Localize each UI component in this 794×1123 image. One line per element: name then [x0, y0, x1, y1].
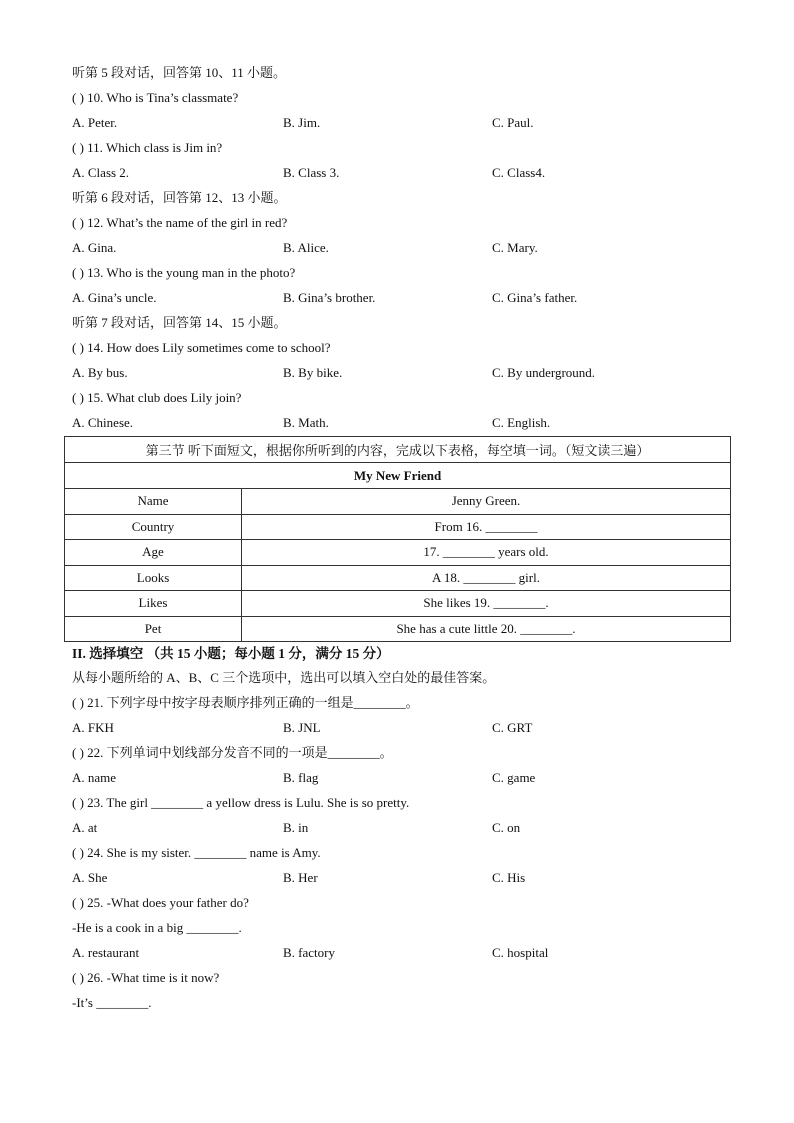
table-instruction: 第三节 听下面短文，根据你所听到的内容，完成以下表格，每空填一词。（短文读三遍）: [65, 437, 731, 463]
dialogue-6-instruction: 听第 6 段对话，回答第 12、13 小题。: [72, 190, 287, 205]
option-a: A. FKH: [72, 720, 114, 735]
question-26-response: -It’s ________.: [72, 995, 152, 1010]
option-c: C. By underground.: [492, 365, 596, 380]
table-row: [65, 489, 731, 515]
option-b: B. factory: [283, 945, 335, 960]
option-c: C. Paul.: [492, 115, 534, 130]
option-c: C. GRT: [492, 720, 533, 735]
option-c: C. English.: [492, 415, 551, 430]
option-c: C. His: [492, 870, 526, 885]
options-23: [72, 818, 732, 838]
option-c: C. game: [492, 770, 536, 785]
question-25-response: -He is a cook in a big ________.: [72, 920, 242, 935]
row-value: 17. ________ years old.: [242, 540, 731, 566]
table-row: [65, 616, 731, 642]
option-b: B. flag: [283, 770, 319, 785]
row-value: From 16. ________: [242, 514, 731, 540]
row-key: Pet: [65, 616, 242, 642]
options-22: [72, 768, 732, 788]
option-a: A. Gina.: [72, 240, 117, 255]
row-value: A 18. ________ girl.: [242, 565, 731, 591]
option-a: A. Gina’s uncle.: [72, 290, 157, 305]
option-b: B. Jim.: [283, 115, 321, 130]
option-b: B. Her: [283, 870, 318, 885]
table-row: [65, 540, 731, 566]
question-14: ( ) 14. How does Lily sometimes come to school?: [72, 340, 331, 355]
options-15: [72, 413, 732, 433]
table-instruction-row: [65, 437, 731, 463]
option-a: A. By bus.: [72, 365, 128, 380]
row-value: Jenny Green.: [242, 489, 731, 515]
option-c: C. Gina’s father.: [492, 290, 578, 305]
option-a: A. restaurant: [72, 945, 140, 960]
question-10: ( ) 10. Who is Tina’s classmate?: [72, 90, 239, 105]
options-12: [72, 238, 732, 258]
option-b: B. Math.: [283, 415, 329, 430]
question-24: ( ) 24. She is my sister. ________ name is Amy.: [72, 845, 321, 860]
option-a: A. Chinese.: [72, 415, 134, 430]
question-21: ( ) 21. 下列字母中按字母表顺序排列正确的一组是________。: [72, 695, 419, 710]
options-11: [72, 163, 732, 183]
option-a: A. at: [72, 820, 98, 835]
table-title-row: [65, 463, 731, 489]
row-key: Country: [65, 514, 242, 540]
row-value: She has a cute little 20. ________.: [242, 616, 731, 642]
options-14: [72, 363, 732, 383]
table-row: [65, 514, 731, 540]
table-row: [65, 591, 731, 617]
row-key: Name: [65, 489, 242, 515]
option-a: A. She: [72, 870, 108, 885]
option-c: C. Class4.: [492, 165, 546, 180]
listening-table: [64, 436, 731, 642]
option-a: A. name: [72, 770, 117, 785]
option-b: B. Class 3.: [283, 165, 340, 180]
question-11: ( ) 11. Which class is Jim in?: [72, 140, 223, 155]
option-b: B. in: [283, 820, 309, 835]
row-key: Age: [65, 540, 242, 566]
question-15: ( ) 15. What club does Lily join?: [72, 390, 242, 405]
table-row: [65, 565, 731, 591]
row-key: Likes: [65, 591, 242, 617]
question-23: ( ) 23. The girl ________ a yellow dress is Lulu. She is so pretty.: [72, 795, 410, 810]
options-21: [72, 718, 732, 738]
option-a: A. Peter.: [72, 115, 118, 130]
options-25: [72, 943, 732, 963]
option-b: B. JNL: [283, 720, 321, 735]
row-value: She likes 19. ________.: [242, 591, 731, 617]
option-b: B. By bike.: [283, 365, 343, 380]
table-title: My New Friend: [65, 463, 731, 489]
dialogue-5-instruction: 听第 5 段对话，回答第 10、11 小题。: [72, 65, 287, 80]
section-2-instruction: 从每小题所给的 A、B、C 三个选项中，选出可以填入空白处的最佳答案。: [72, 670, 496, 685]
question-13: ( ) 13. Who is the young man in the photo?: [72, 265, 296, 280]
dialogue-7-instruction: 听第 7 段对话，回答第 14、15 小题。: [72, 315, 287, 330]
option-c: C. hospital: [492, 945, 549, 960]
options-13: [72, 288, 732, 308]
option-b: B. Gina’s brother.: [283, 290, 376, 305]
question-12: ( ) 12. What’s the name of the girl in red?: [72, 215, 288, 230]
section-2-heading: II. 选择填空 （共 15 小题；每小题 1 分，满分 15 分）: [72, 646, 390, 661]
row-key: Looks: [65, 565, 242, 591]
question-25: ( ) 25. -What does your father do?: [72, 895, 249, 910]
question-26: ( ) 26. -What time is it now?: [72, 970, 220, 985]
question-22: ( ) 22. 下列单词中划线部分发音不同的一项是________。: [72, 745, 393, 760]
option-a: A. Class 2.: [72, 165, 130, 180]
options-24: [72, 868, 732, 888]
option-c: C. on: [492, 820, 521, 835]
options-10: [72, 113, 732, 133]
option-c: C. Mary.: [492, 240, 538, 255]
option-b: B. Alice.: [283, 240, 329, 255]
